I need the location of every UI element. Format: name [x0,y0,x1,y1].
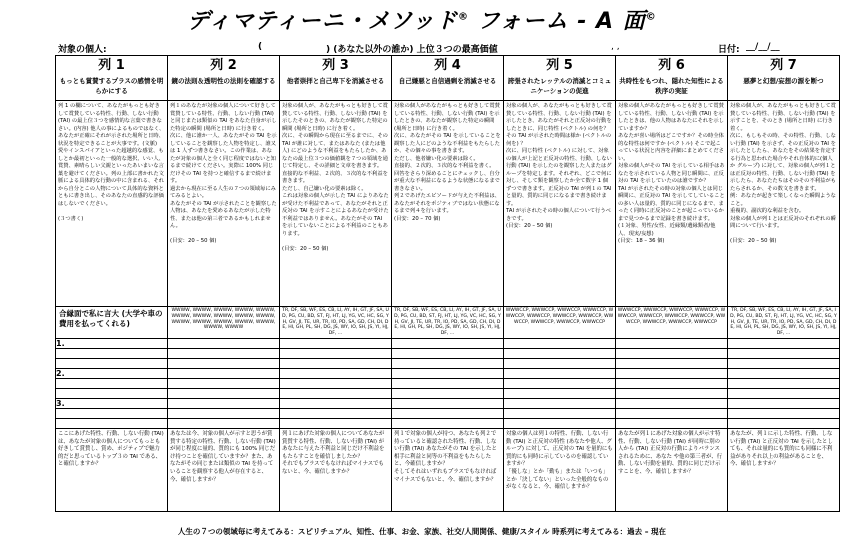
entry-cell[interactable] [168,338,280,348]
example-cell-4 [392,307,504,339]
values-dots: , , [611,42,620,52]
entry-cell[interactable] [392,388,504,398]
subject-label: 対象の個人: [58,45,107,55]
entry-cell[interactable] [616,368,728,378]
entry-row-3[interactable] [56,398,840,408]
column-header-5 [504,56,616,101]
entry-cell[interactable] [504,368,616,378]
date-label: 日付: [718,45,740,55]
entry-cell[interactable] [280,418,392,428]
confirmation-cell-6 [616,428,728,511]
column-subtitle: 誇張されたレッテルの消滅とコミュニケーションの促進 [507,77,612,95]
column-name: 列 5 [546,58,573,73]
subject-paren-open: ( [258,42,263,52]
title-rest: フォーム - A 面 [469,9,646,34]
instruction-cell-4 [392,101,504,307]
instruction-cell-2 [168,101,280,307]
entry-cell[interactable] [728,348,840,358]
column-header-1 [56,56,168,101]
registered-mark: ® [458,11,470,23]
entry-row-3c[interactable] [56,418,840,428]
column-subtitle: 他者崇拝と自己卑下を消滅させる [286,77,385,85]
entry-cell[interactable] [280,388,392,398]
entry-cell[interactable] [504,378,616,388]
title-text: ディマティーニ・メソッド [187,9,459,34]
entry-cell[interactable] [56,388,168,398]
example-cell-3 [280,307,392,339]
entry-cell[interactable] [504,358,616,368]
entry-row-1b[interactable] [56,348,840,358]
column-header-row [56,56,840,101]
entry-cell[interactable] [728,418,840,428]
column-header-3 [280,56,392,101]
column-subtitle: 自己嫌悪と自信過剰を消滅させる [398,77,497,85]
instruction-text: 対象の個人が、あなたがもっとも好きして賞賛している特性、行動、しない行動 (TAI) を示したとき、あなたがそれと正反対の行動をしたときに、同じ特性 (ペクトル) の何を？ その TAI が示された時間は様か (ペクトルの何を) ？ 次に、同じ特性 (ペクトル) に対して、対象の個人が上記と正反対の特性、行動、しない行動 (TAI) を示したのを観察した人またはグループを特定します。それぞれ、どこで何に対し、そして類を観察したか全て数字 1 個ずつで書きます。正反対の TAI が列１の TAI と量的、質的に同じになるまで書き続けます。 TAI が示されたその時の個人について行うべきです。 (目安：20 – 50 個) [506,103,612,229]
instruction-cell-7 [728,101,840,307]
entry-cell[interactable] [504,398,616,408]
entry-cell[interactable] [616,398,728,408]
confirmation-cell-2 [168,428,280,511]
entry-cell[interactable] [168,368,280,378]
entry-cell[interactable] [392,338,504,348]
row-number: 2. [56,368,168,378]
entry-cell[interactable] [504,338,616,348]
footer-note: 人生の７つの領域毎に考えてみる：スピリチュアル、知性、仕事、お金、家族、社交/人間関係、健康/スタイル 時系列に考えてみる：過去 – 現在 [177,527,667,536]
confirmation-text: 列１にあげた対象の個人についてあなたが賞賛する特性、行動、しない行動 (TAI) があなたに与えた不利益と同じだけ不利益をもたらすことを確信しましたか？ それでもプラスでもなければマイナスでもないと、今、確信しますか？ [282,430,385,475]
column-name: 列 2 [210,58,237,73]
entry-cell[interactable] [280,368,392,378]
instruction-cell-5 [504,101,616,307]
entry-cell[interactable] [728,358,840,368]
instruction-cell-1 [56,101,168,307]
example-label-cell [56,307,168,339]
example-list: TR, DF, SB, WF, ES, CB, LI, AY, IH, GT, JF, SA, ID, PG, CU, BD, ST, FJ, HT, LJ, YG, VC, HC, SG, YH, GV, JI, TE, UR, TR, IO, PD, SA, GD, CH, DI, DE, HI, GH, PL, SH, DG, JS, WY, IO, SH, JS, YI, HJ, DF, ... [730,308,837,337]
entry-cell[interactable] [280,408,392,418]
instructions-row [56,101,840,307]
confirmation-row [56,428,840,511]
entry-cell[interactable] [504,348,616,358]
entry-cell[interactable] [616,348,728,358]
instruction-cell-3 [280,101,392,307]
column-header-4 [392,56,504,101]
row-number: 1. [56,338,168,348]
copyright-mark: © [645,11,657,23]
confirmation-cell-3 [280,428,392,511]
example-cell-5 [504,307,616,339]
entry-cell[interactable] [168,408,280,418]
column-subtitle: もっとも賞賛するプラスの感情を明らかにする [59,77,164,95]
confirmation-cell-7 [728,428,840,511]
column-header-6 [616,56,728,101]
column-name: 列 3 [322,58,349,73]
entry-row-2b[interactable] [56,378,840,388]
entry-cell[interactable] [392,348,504,358]
entry-cell[interactable] [56,378,168,388]
entry-cell[interactable] [728,338,840,348]
entry-cell[interactable] [728,388,840,398]
confirmation-cell-4 [392,428,504,511]
entry-cell[interactable] [616,408,728,418]
entry-cell[interactable] [168,348,280,358]
entry-cell[interactable] [728,398,840,408]
entry-cell[interactable] [504,388,616,398]
confirmation-text: 列１で対象の個人が持つ、あなたも列２で持っていると確認された特性、行動、しない行動 (TAI) あなたがその TAI を示したと相手に利益と同等の不利益をもたらしたと、今確信しますか？ そしてそれはいずれもプラスでもなければマイナスでもないと、今、確信しますか？ [394,430,497,483]
entry-cell[interactable] [168,418,280,428]
entry-cell[interactable] [504,418,616,428]
instruction-text: 対象の個人があなたがもっとも好きして賞賛している特性、行動、しない行動 (TAI) を示したときは、他の人物はあなたにそれを示していますか？ あなたが喜い場所はどこですか？その時全体的な特性は何ですか (ペクトル) そこで起こっている状況と内容を詳細にまとめてください。 対象の個人がその TAI を示している相手はあなたを示されている人物と同じ瞬間に、正反対の TAI を示していたのは誰ですか？ TAI が示されたその時の対象の個人とは同じ瞬間に、正反対の TAI を示してしていることの多い人は量的、質的に同じになるまで、まったく同時に正反対のことが起こっているかまで見つかるまで記録を書き続けます。 (１対象、男性/女性、近縁類/遺縁類者/他人、現実/妄想) (目安：18 – 36 個) [618,103,725,244]
entry-cell[interactable] [392,418,504,428]
example-cell-2 [168,307,280,339]
example-list: TR, DF, SB, WF, ES, CB, LI, AY, IH, GT, JF, SA, UD, PG, CU, BD, ST, FJ, HT, LJ, YG, VC, HC, SG, YH, GV, JI, TE, UR, TR, IO, PD, SA, GD, CH, DI, DE, HI, GH, PL, SH, DG, JS, WY, IO, SH, JS, YI, HJ, DF, ... [282,308,389,337]
entry-cell[interactable] [280,358,392,368]
entry-cell[interactable] [616,358,728,368]
column-subtitle: 共時性をもつれ、隠れた知性による秩序の実証 [619,77,724,95]
example-list: WWWCCP, WWWCCP, WWWCCP, WWWCCP, WWWCCP, WWWCCP, WWWCCP, WWWCCP, WWWCCP, WWWCCP, WWWCCP, WWWCCP [505,308,614,325]
confirmation-text: ここにあげた特性、行動、しない行動 (TAI) は、あなたが対象の個人についてもっとも好きして賞賛し、賞め、ポジティブで魅力的だと思っているトップ３の TAI である、と確信しますか？ [58,430,166,468]
entry-cell[interactable] [168,378,280,388]
confirmation-text: あなたが列１にあげた対象の個人が示す特性、行動、しない行動 (TAI) が同時に別の人から (TAI) 正反対の行動によりバランスされるために、あなた や他の第三者が、行動、しない行動を量的、質的に同じだけ示すことを、今、確信しますか？ [618,430,723,475]
entry-cell[interactable] [168,398,280,408]
example-list: WWWCCP, WWWCCP, WWWCCP, WWWCCP, WWWCCP, WWWCCP, WWWCCP, WWWCCP, WWWCCP, WWWCCP, WWWCCP, WWWCCP [617,308,726,325]
entry-row-3b[interactable] [56,408,840,418]
confirmation-text: 対象の個人は列１の特性、行動、しない行動 (TAI) と正反対の特性 (あなたや他人、グループ) に対して、正反対の TAI を量的にも質的にも同時に示しているのを確認していますか？ 「優しな」とか「勤も」または「いつも」とか「決してない」といった全般的なものがなくなると、今、確信しますか？ [506,430,613,491]
confirmation-cell-1 [56,428,168,511]
instruction-text: 対象の個人が、あなたがもっとも好きして賞賛している特性、行動、しない行動 (TAI) を示すことを、そのとき (場所と日時) に行き着く。 次に、もしもその時、その特性、行動、しない行動 (TAI) を示さず、その正反対の TAI を示したとしたら、あなたをその結果を肯定する行為と思われた場合やそれ自体的に(個人 か グループ) に対して、対象の個人が列１とは正反対の特性、行動、しない行動 (TAI) を示したら、あなたたちはそのその不利益がもたらされるか、その数文を書きます。 例：あなたが起きて楽しくなった瞬間ようなこと。 重複的、副次的な利益を含む。 対象の個人が列１とは正反対のそれぞれの瞬間について行います。 (目安：20 – 50 個) [730,103,836,244]
entry-cell[interactable] [168,388,280,398]
entry-cell[interactable] [280,378,392,388]
entry-cell[interactable] [56,358,168,368]
entry-cell[interactable] [616,388,728,398]
entry-cell[interactable] [392,398,504,408]
entry-cell[interactable] [728,408,840,418]
entry-cell[interactable] [728,368,840,378]
top-values-label[interactable]: ) (あなた以外の誰か) 上位３つの最高価値 [326,45,498,55]
column-name: 列 4 [434,58,461,73]
column-header-2 [168,56,280,101]
entry-cell[interactable] [616,418,728,428]
column-subtitle: 悪夢と幻想/妄想の源を断つ [743,77,824,85]
confirmation-text: あなたが、列１に示した特性、行動、しない行動 (TAI) と正反対の TAI を示したとしても、それは量的にも質的にも同様に不利益がありそれ以上の利益があることを、今、確信しますか？ [730,430,833,468]
entry-cell[interactable] [728,378,840,388]
date-field[interactable]: __/__/__ [746,42,780,52]
instruction-cell-6 [616,101,728,307]
instruction-text: 対象の個人が、あなたがもっとも好きして賞賛している特性、行動、しない行動 (TAI) を示したそのときの、あなたが観察した特定の瞬間 (場所と日時) に行き着く。 次に、その瞬間から現在に至るまでに、その TAI が誰に対して、またはあなた (または他人) にどのような不利益をもたらしたか、あなたの最上位３つの価値観を７つの領域を通じて特定し、その詳細と文章を書きます。 直接的な不利益、２次的、３次的な不利益を書きます。 ただし、自己嫌い化の要素は除く。 これは対象の個人が示した TAI によりあなたが受けた不利益であって、あなたがそれと正反対の TAI を示すことによるあなたが受けた不利益ではありません。あなたがその TAI を示していないことによる不利益のこともあります。 (目安：20 – 50 個) [282,103,389,252]
entry-cell[interactable] [392,368,504,378]
entry-cell[interactable] [168,358,280,368]
example-list: WWWW, WWWW, WWWW, WWWW, WWWW, WWWW, WWWW, WWWW, WWWW, WWWW, WWWW, WWWW, WWWW, WWWW, WWWW, WWWW, WWWW [171,308,276,331]
entry-row-2[interactable] [56,368,840,378]
entry-cell[interactable] [56,408,168,418]
entry-cell[interactable] [504,408,616,418]
entry-cell[interactable] [280,348,392,358]
form-title [0,4,844,35]
entry-cell[interactable] [392,378,504,388]
entry-row-1c[interactable] [56,358,840,368]
entry-cell[interactable] [616,338,728,348]
column-name: 列 1 [98,58,125,73]
example-list: TR, DF, SB, WF, ES, CB, LI, AY, IH, GT, JF, SA, UD, PG, CU, BD, ST, FJ, HT, LJ, YG, VC, HC, SG, YH, GV, JI, TE, UR, TR, IO, PD, SA, GD, CH, DI, DE, HI, GH, PL, SH, DG, JS, WY, IO, SH, JS, YI, HJ, DF, ... [394,308,501,337]
entry-cell[interactable] [56,418,168,428]
entry-cell[interactable] [392,358,504,368]
column-subtitle: 鏡の法則＆透明性の法則を確認する [171,77,276,85]
entry-cell[interactable] [616,378,728,388]
instruction-text: 対象の個人があなたがもっとも好きして賞賛している特性、行動、しない行動 (TAI) を示したときの、あなたが観察した特定の瞬間 (場所と日時) に行き着く。 次に、あなたがその TAI を示していることを観察した人にどのような不利益をもたらしたか、その個々の事を書きます。 ただし、他者嫌い化の要素は除く。 直接的、２次的、３次的な不利益を書く。 回答をさらり深めることにチェックし、自分が重大な不利益になるような状態になるまで書きなさい。 列２であげたエピソードが与えた不利益は、あなたがそれをポジティブではない状態になるまで列４を行います。 (目安：20 – 70 個) [394,103,501,222]
entry-row-2c[interactable] [56,388,840,398]
column-name: 列 7 [770,58,797,73]
column-header-7 [728,56,840,101]
example-cell-7 [728,307,840,339]
example-row [56,307,840,339]
worksheet-grid [55,55,840,512]
entry-cell[interactable] [280,338,392,348]
confirmation-text: あなたは今、対象の個人が示すと思うが賞賛する特定の特性、行動、しない行動 (TAI) が同じ程度に量的、質的にも 100% 同じだけ持つことを確信していますか？また、あなたがその同じまたは類似の TAI を持っていることを観察する他人が存在すると、今、確信しますか？ [170,430,278,483]
instruction-text: 列 1 の欄について、あなたがもっとも好きして賞賛している特性、行動、しない行動 (TAI) の最上位３つを感情的な言葉で書きなさい。(内容) 他人の事によるものではなく、あなたが正確にそれが示された場所と日時、状況を特定できることが大事です。(文脈) 愛やインスパイアといった超越的な感覚、もしとか最初といった一般的な選択、いい人、賞賛、素晴らしい父親といったあいまいな言葉を避けてください。列の上部に書かれた文脈による具体的な行動の中に含まれる、それから自分とこの人物について具体的な資料とともに書き出し、そのあなたの直感的な評価はしないでください。 (３つ書く) [58,103,165,222]
column-name: 列 6 [658,58,685,73]
entry-cell[interactable] [56,348,168,358]
row-number: 3. [56,398,168,408]
example-cell-6 [616,307,728,339]
entry-row-1[interactable] [56,338,840,348]
entry-cell[interactable] [392,408,504,418]
entry-cell[interactable] [280,398,392,408]
instruction-text: 列１のあなたが対象の個人について好きして賞賛している特性、行動、しない行動 (TAI) と同じまたは類似の TAI をあなた自身が示した特定の瞬間 (場所と日時) に行き着く。 次に、他に誰か一人、あなたがその TAI を示していることを観察した人物を特定し、誰又は 1 人ずつ書きなさい。この作業は、あなたが対象の個人と全く同じ程度ではないと知るまで続けてください。実際に 100% 同じだけその TAI を持つと確信するまで続けます。 過去から現在に至る人生の７つの領域毎にみてみるとよい。 あなたがその TAI が示されたことを観察した人物は、あなたを愛めるあなたが示した特性、または他の第三者であるかもしれません。 (目安：20 – 50 個) [170,103,277,244]
confirmation-cell-5 [504,428,616,511]
example-label: 合縁面で私に言大 (大学や車の費用を払ってくれる) [59,309,163,328]
